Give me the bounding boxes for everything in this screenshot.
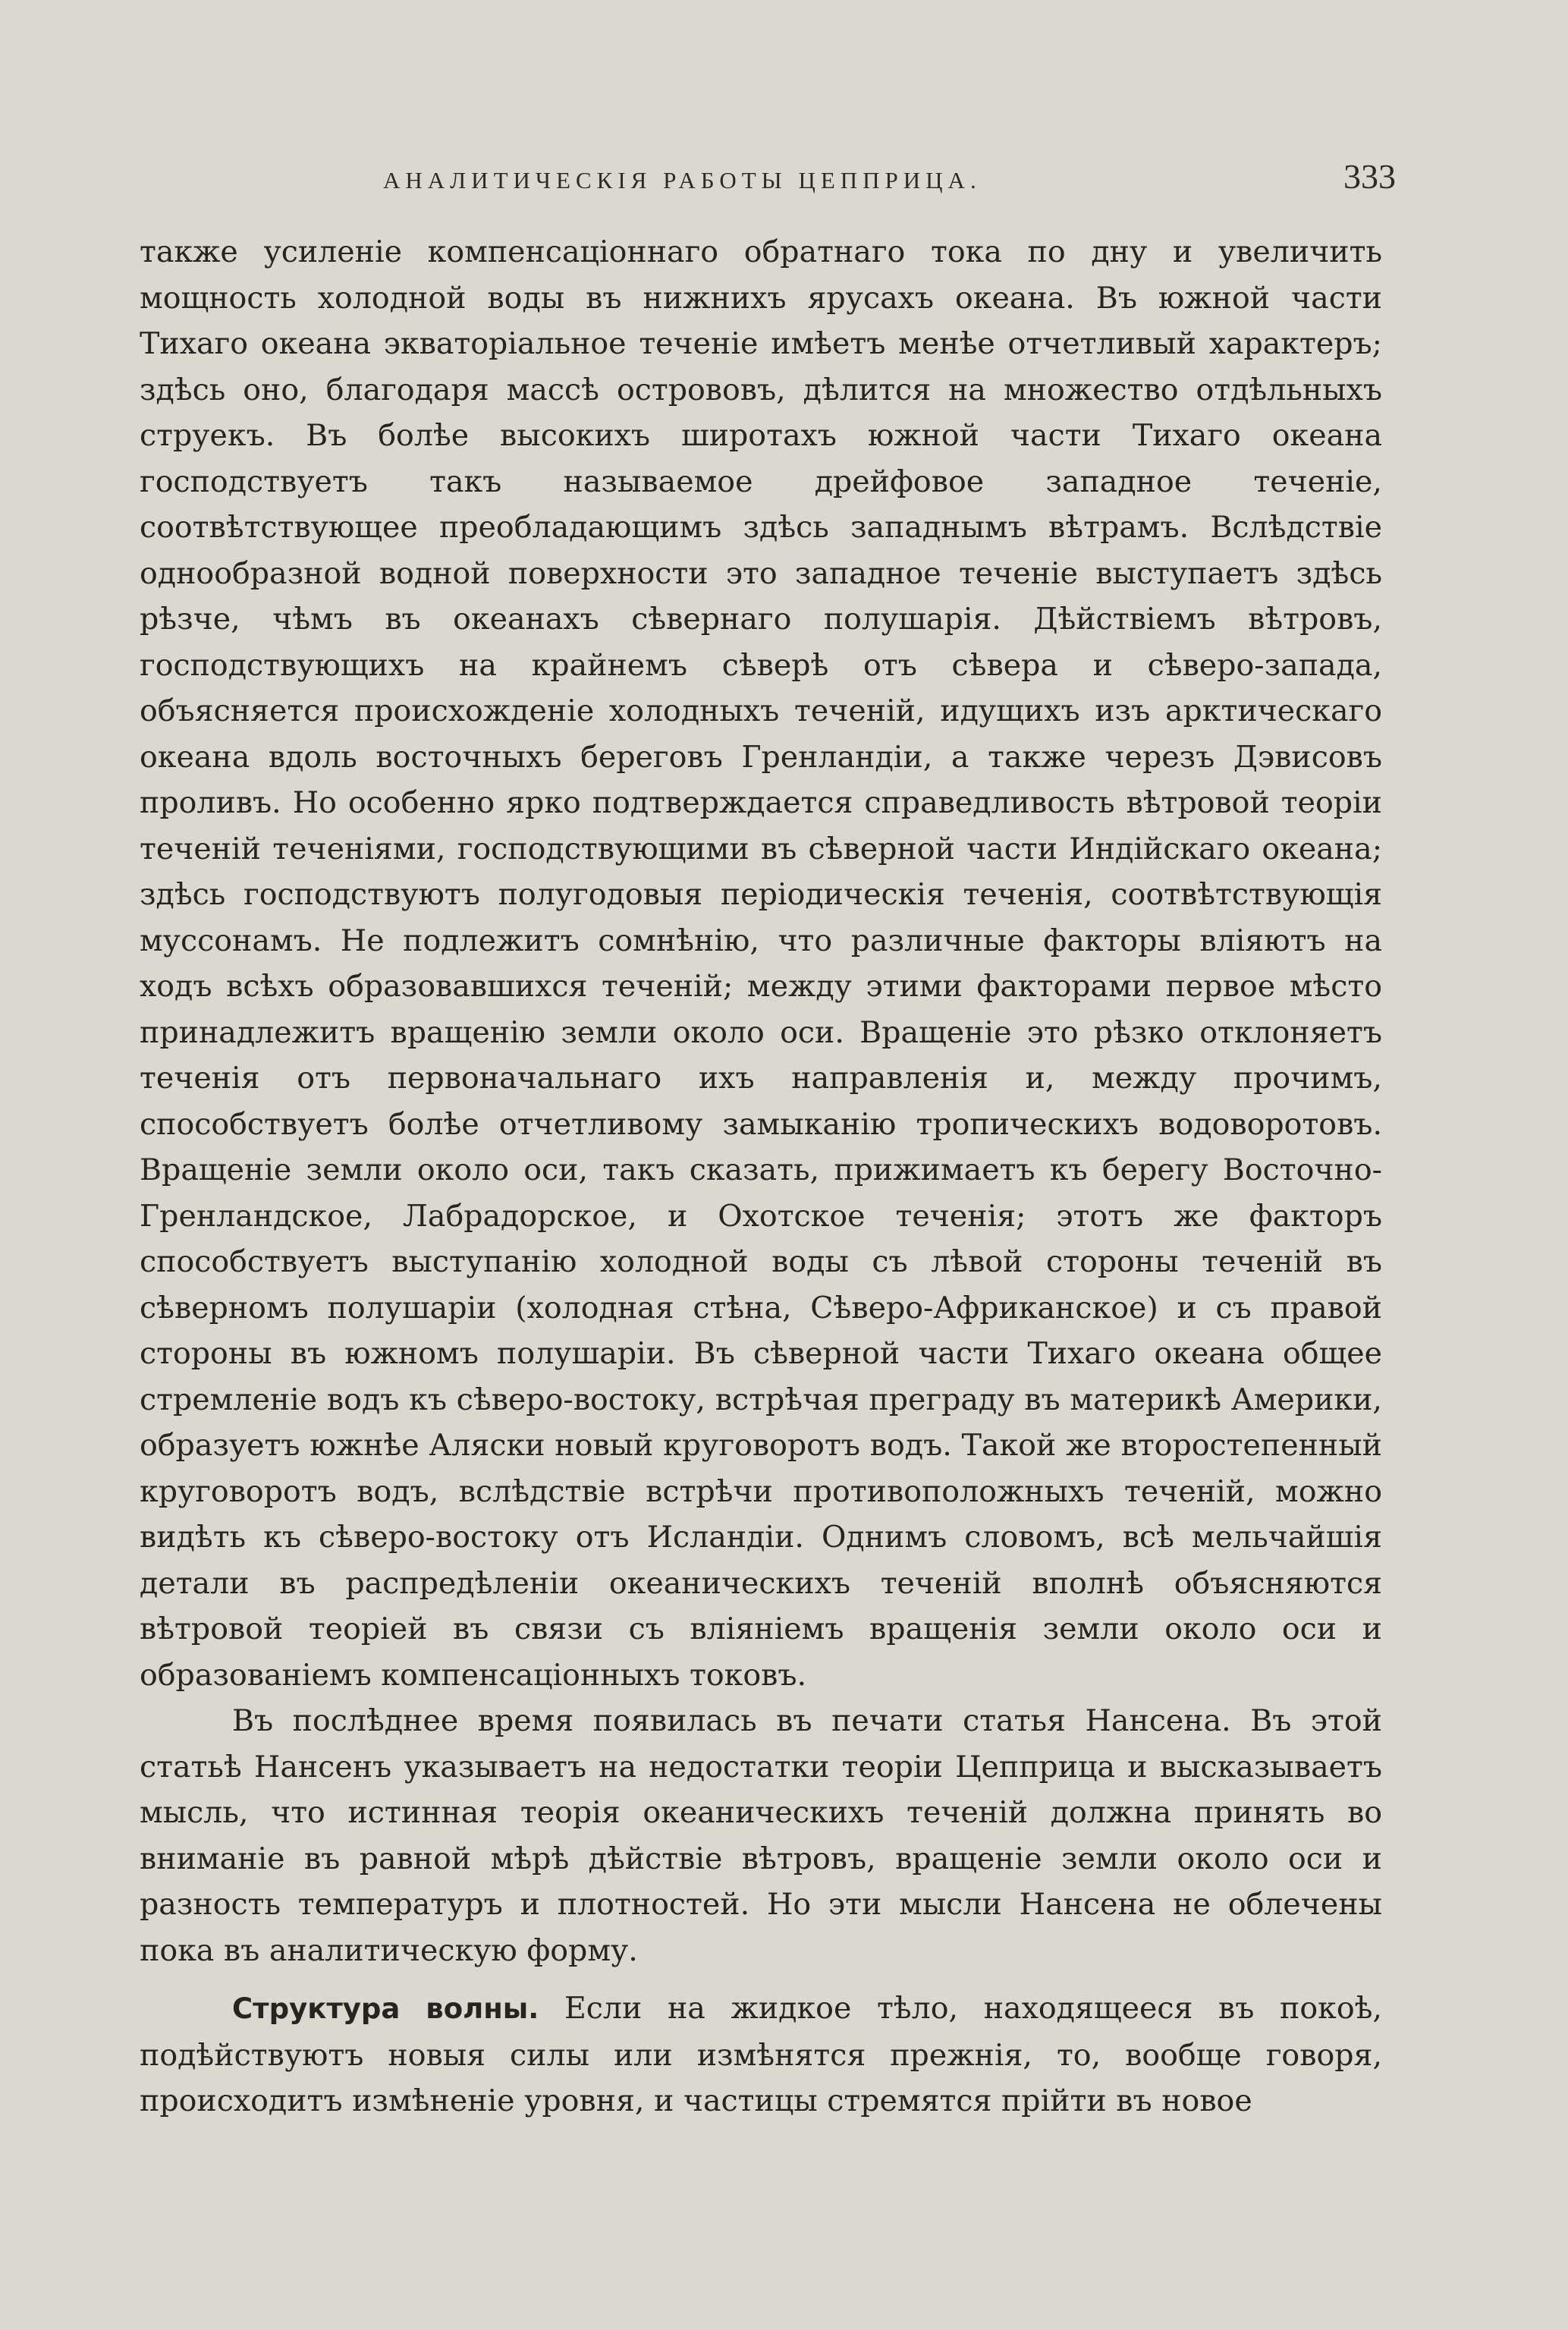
running-head: АНАЛИТИЧЕСКІЯ РАБОТЫ ЦЕППРИЦА. [383,167,982,193]
section-heading: Структура волны. [232,1992,539,2025]
page-header [144,150,1396,203]
paragraph-2: Въ послѣднее время появилась въ печати статья Нансена. Въ этой статьѣ Нансенъ указываетъ на недостатки теоріи Цепприца и высказываетъ мысль, что истинная теорія океаническихъ теченій должна принять во вниманіе въ равной мѣрѣ дѣйствіе вѣтровъ, вращеніе земли около оси и разность температуръ и плотностей. Но эти мысли Нансена не облечены пока въ аналитическую форму. [140,1703,1382,1968]
paragraph-1: также усиленіе компенсаціоннаго обратнаго тока по дну и увеличить мощность холодной воды въ нижнихъ ярусахъ океана. Въ южной части Тихаго океана экваторіальное теченіе имѣетъ менѣе отчетливый характеръ; здѣсь оно, благодаря массѣ острововъ, дѣлится на множество отдѣльныхъ струекъ. Въ болѣе высокихъ широтахъ южной части Тихаго океана господствуетъ такъ называемое дрейфовое западное теченіе, соотвѣтствующее преобладающимъ здѣсь западнымъ вѣтрамъ. Вслѣдствіе однообразной водной поверхности это западное теченіе выступаетъ здѣсь рѣзче, чѣмъ въ океанахъ сѣвернаго полушарія. Дѣйствіемъ вѣтровъ, господствующихъ на крайнемъ сѣверѣ отъ сѣвера и сѣверо-запада, объясняется происхожденіе холодныхъ теченій, идущихъ изъ арктическаго океана вдоль восточныхъ береговъ Гренландіи, а также черезъ Дэвисовъ проливъ. Но особенно ярко подтверждается справедливость вѣтровой теоріи теченій теченіями, господствующими въ сѣверной части Индійскаго океана; здѣсь господствуютъ полугодовыя періодическія теченія, соотвѣтствующія муссонамъ. Не подлежитъ сомнѣнію, что различные факторы вліяютъ на ходъ всѣхъ образовавшихся теченій; между этими факторами первое мѣсто принадлежитъ вращенію земли около оси. Вращеніе это рѣзко отклоняетъ теченія отъ первоначальнаго ихъ направленія и, между прочимъ, способствуетъ болѣе отчетливому замыканію тропическихъ водоворотовъ. Вращеніе земли около оси, такъ сказать, прижимаетъ къ берегу Восточно-Гренландское, Лабрадорское, и Охотское теченія; этотъ же факторъ способствуетъ выступанію холодной воды съ лѣвой стороны теченій въ сѣверномъ полушаріи (холодная стѣна, Сѣверо-Африканское) и съ правой стороны въ южномъ полушаріи. Въ сѣверной части Тихаго океана общее стремленіе водъ къ сѣверо-востоку, встрѣчая преграду въ материкѣ Америки, образуетъ южнѣе Аляски новый круговоротъ водъ. Такой же второстепенный круговоротъ водъ, вслѣдствіе встрѣчи противоположныхъ теченій, можно видѣть къ сѣверо-востоку отъ Исландіи. Однимъ словомъ, всѣ мельчайшія детали въ распредѣленіи океаническихъ теченій вполнѣ объясняются вѣтровой теоріей въ связи съ вліяніемъ вращенія земли около оси и образованіемъ компенсаціонныхъ токовъ. [140,234,1382,1693]
section-paragraph [140,1986,1382,2124]
section-text: Если на жидкое тѣло, находящееся въ покоѣ, подѣйствуютъ новыя силы или измѣнятся прежнія, то, вообще говоря, происходитъ измѣненіе уровня, и частицы стремятся прійти въ новое [140,1991,1382,2118]
page-body [140,229,1382,2124]
page-number: 333 [1343,157,1396,196]
